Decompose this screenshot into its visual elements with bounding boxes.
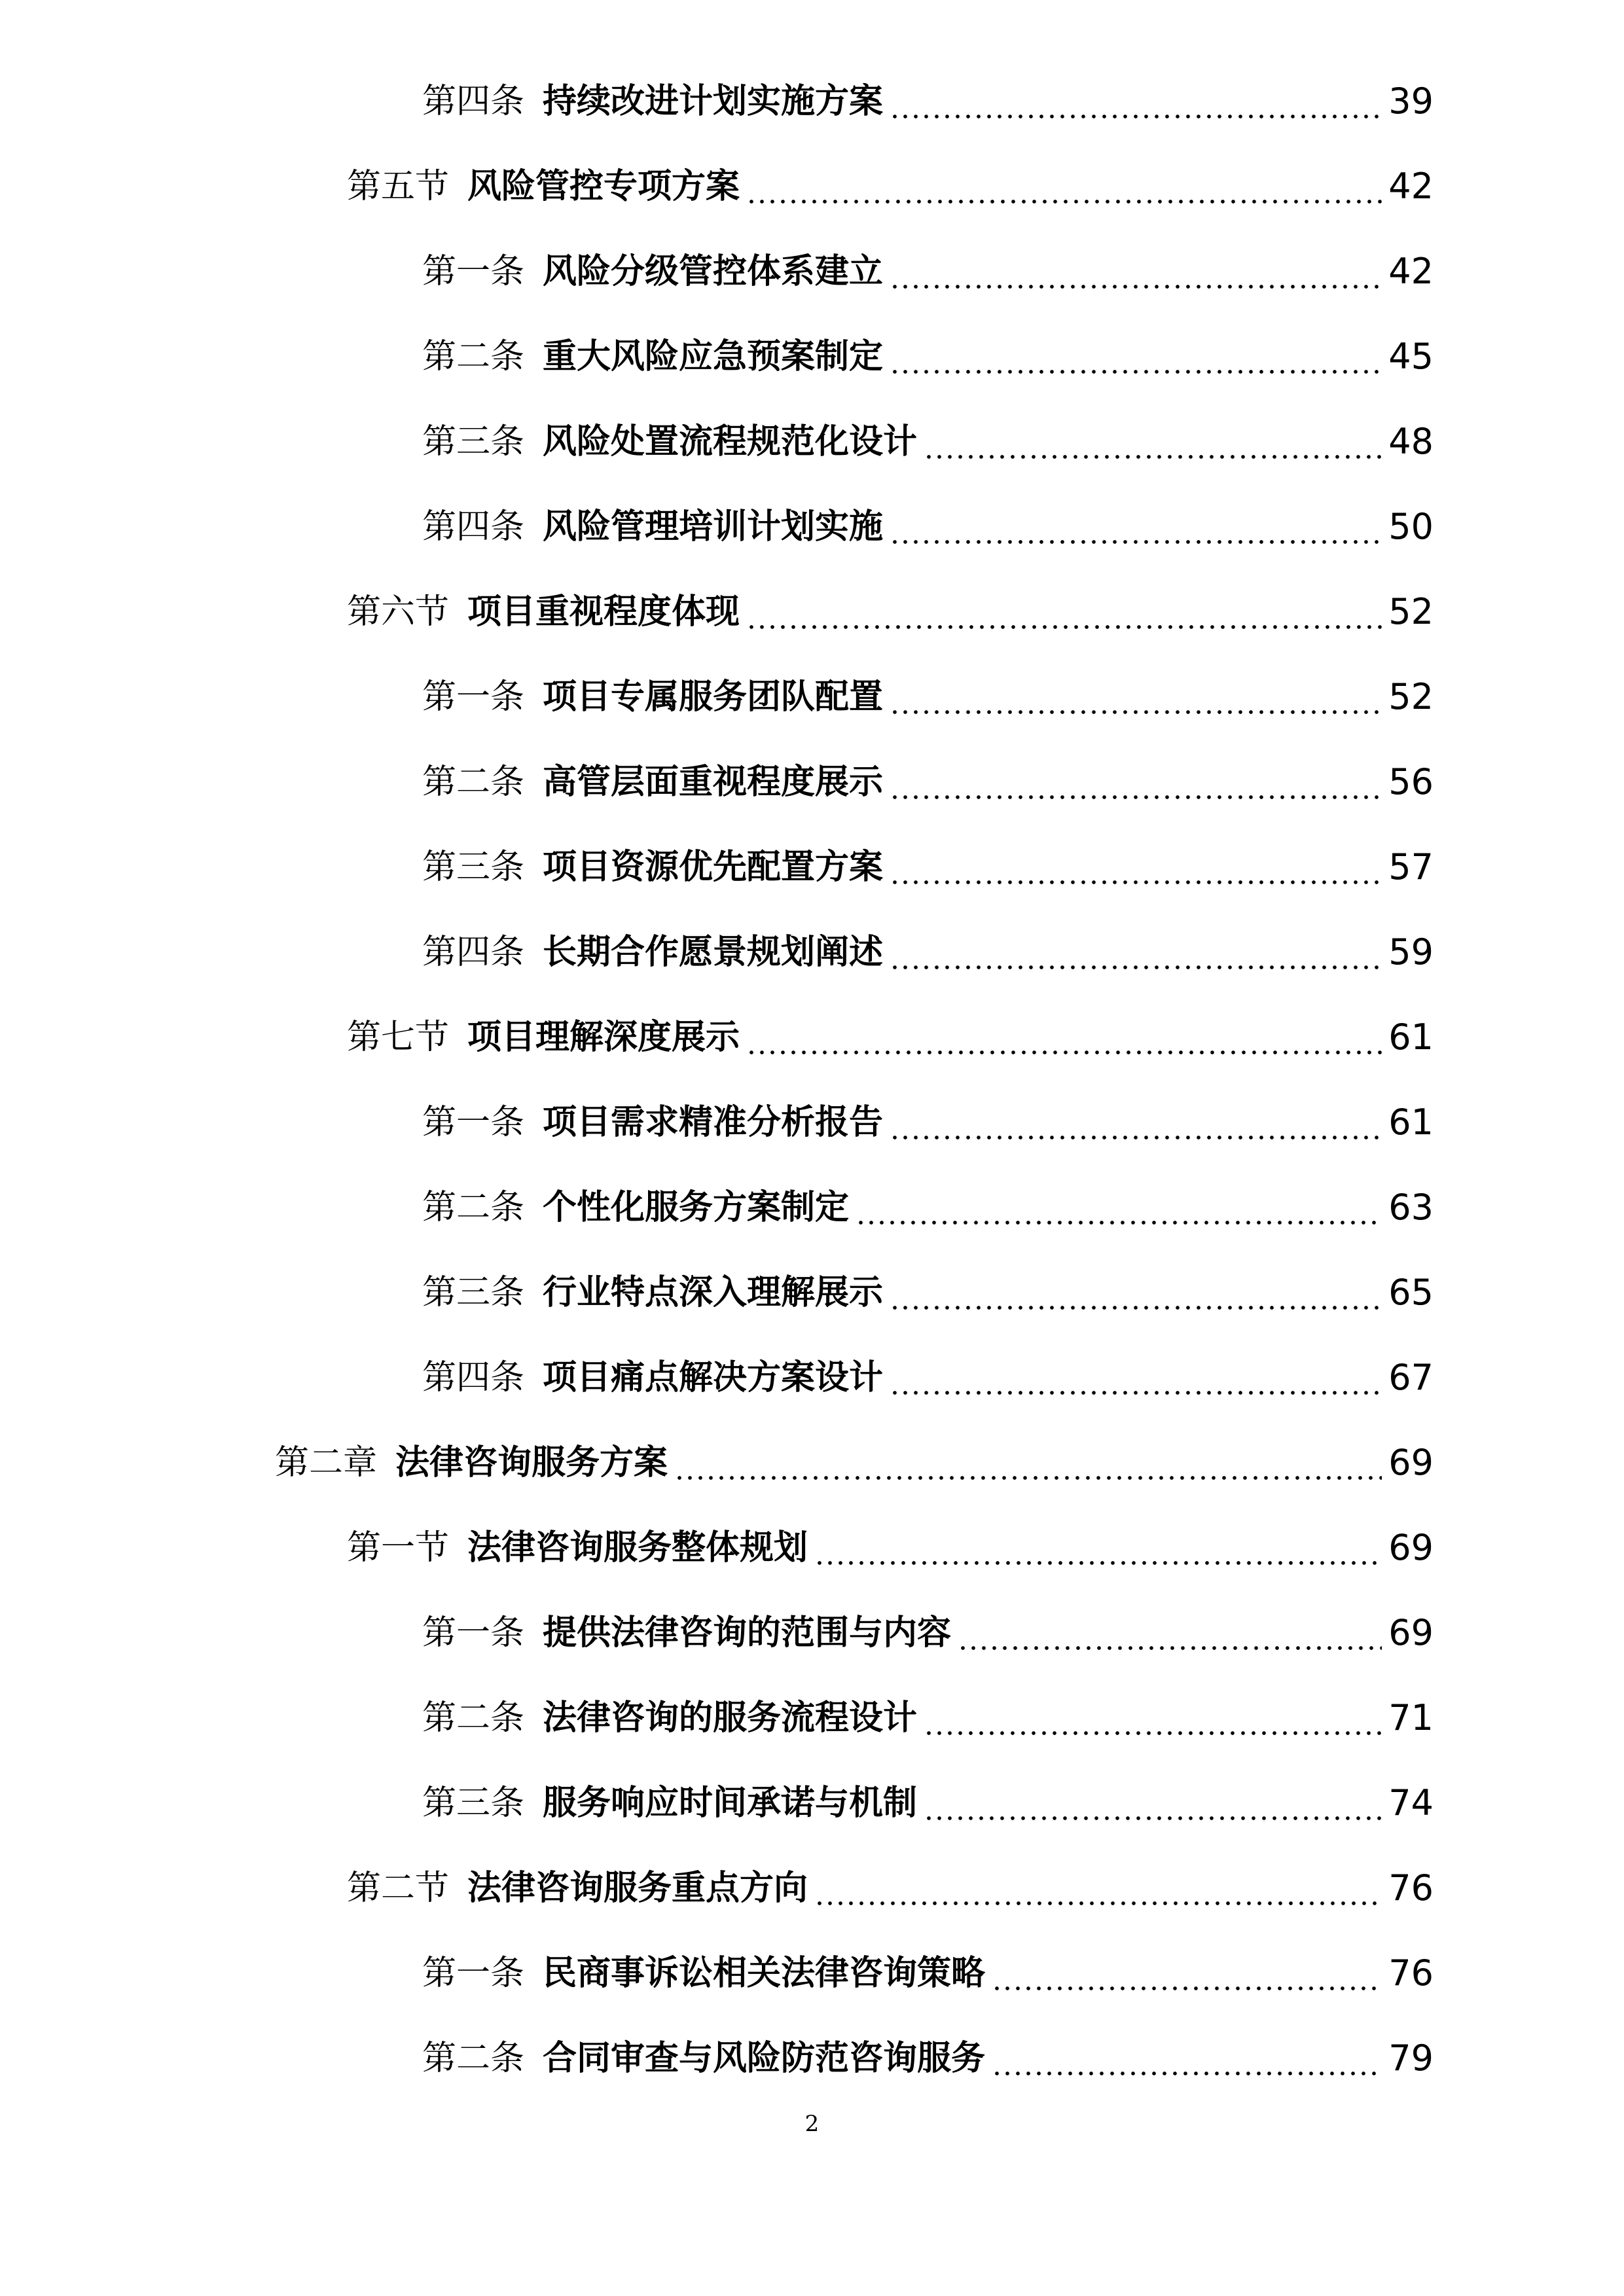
- toc-entry-title: 项目需求精准分析报告: [543, 1103, 884, 1142]
- toc-entry[interactable]: [347, 151, 1434, 223]
- toc-entry-number: 第一条: [422, 1954, 525, 1993]
- toc-dot-leader: [890, 795, 1382, 800]
- toc-entry-page: 74: [1388, 1782, 1434, 1823]
- toc-dot-leader: [890, 539, 1382, 545]
- toc-entry[interactable]: [347, 1852, 1434, 1924]
- toc-entry-page: 61: [1388, 1102, 1434, 1143]
- toc-entry-page: 76: [1388, 1867, 1434, 1909]
- toc-entry-title: 民商事诉讼相关法律咨询策略: [543, 1954, 986, 1993]
- toc-entry-number: 第四条: [422, 933, 525, 972]
- toc-dot-leader: [890, 1390, 1382, 1395]
- toc-entry-page: 50: [1388, 506, 1434, 547]
- toc-entry-title: 提供法律咨询的范围与内容: [543, 1613, 952, 1653]
- toc-dot-leader: [924, 1816, 1382, 1821]
- toc-entry-page: 63: [1388, 1187, 1434, 1228]
- toc-entry-title: 法律咨询服务方案: [395, 1443, 668, 1482]
- toc-entry-title: 行业特点深入理解展示: [543, 1273, 884, 1312]
- toc-dot-leader: [746, 624, 1382, 630]
- toc-dot-leader: [890, 284, 1382, 289]
- toc-entry[interactable]: [347, 1512, 1434, 1584]
- toc-dot-leader: [890, 1305, 1382, 1310]
- toc-entry-number: 第一节: [347, 1528, 450, 1568]
- toc-dot-leader: [746, 199, 1382, 204]
- toc-entry[interactable]: [275, 1427, 1434, 1499]
- toc-dot-leader: [924, 1731, 1382, 1736]
- toc-entry-title: 法律咨询的服务流程设计: [543, 1698, 918, 1738]
- toc-entry-page: 45: [1388, 336, 1434, 377]
- toc-entry-page: 67: [1388, 1357, 1434, 1398]
- toc-entry-page: 65: [1388, 1272, 1434, 1313]
- toc-dot-leader: [814, 1560, 1382, 1566]
- toc-entry[interactable]: [422, 406, 1434, 478]
- toc-entry-title: 项目痛点解决方案设计: [543, 1358, 884, 1397]
- toc-dot-leader: [992, 1986, 1382, 1991]
- toc-entry[interactable]: [422, 1257, 1434, 1329]
- toc-entry-title: 项目重视程度体现: [467, 592, 740, 632]
- toc-dot-leader: [958, 1645, 1382, 1651]
- toc-entry-title: 项目理解深度展示: [467, 1018, 740, 1057]
- toc-entry-number: 第三条: [422, 1784, 525, 1823]
- toc-entry-title: 合同审查与风险防范咨询服务: [543, 2039, 986, 2078]
- toc-entry-number: 第二条: [422, 1698, 525, 1738]
- toc-dot-leader: [856, 1220, 1382, 1225]
- toc-entry[interactable]: [422, 2022, 1434, 2094]
- toc-entry-page: 52: [1388, 591, 1434, 632]
- toc-entry[interactable]: [422, 746, 1434, 818]
- toc-entry-number: 第一条: [422, 677, 525, 717]
- toc-entry-number: 第三条: [422, 848, 525, 887]
- toc-entry-number: 第二节: [347, 1869, 450, 1908]
- toc-dot-leader: [890, 1135, 1382, 1140]
- toc-entry-title: 法律咨询服务整体规划: [467, 1528, 808, 1568]
- toc-entry-number: 第四条: [422, 507, 525, 547]
- toc-entry[interactable]: [347, 576, 1434, 648]
- toc-dot-leader: [992, 2071, 1382, 2076]
- toc-entry-number: 第二条: [422, 2039, 525, 2078]
- toc-entry-page: 57: [1388, 846, 1434, 888]
- toc-entry[interactable]: [422, 1937, 1434, 2009]
- toc-entry-number: 第二条: [422, 337, 525, 376]
- toc-dot-leader: [814, 1901, 1382, 1906]
- toc-dot-leader: [674, 1475, 1382, 1480]
- toc-entry[interactable]: [422, 916, 1434, 988]
- toc-entry-page: 52: [1388, 676, 1434, 717]
- toc-entry-page: 59: [1388, 931, 1434, 973]
- toc-entry-page: 39: [1388, 81, 1434, 122]
- toc-entry-page: 48: [1388, 421, 1434, 462]
- toc-dot-leader: [890, 114, 1382, 119]
- toc-entry[interactable]: [422, 1682, 1434, 1754]
- toc-entry-title: 高管层面重视程度展示: [543, 762, 884, 802]
- toc-entry-title: 法律咨询服务重点方向: [467, 1869, 808, 1908]
- toc-entry-page: 56: [1388, 761, 1434, 802]
- toc-entry-title: 个性化服务方案制定: [543, 1188, 850, 1227]
- toc-entry[interactable]: [422, 1086, 1434, 1158]
- toc-entry-number: 第二条: [422, 1188, 525, 1227]
- toc-dot-leader: [890, 369, 1382, 374]
- toc-entry-page: 69: [1388, 1527, 1434, 1568]
- page-number: 2: [804, 2111, 820, 2137]
- toc-entry-page: 61: [1388, 1016, 1434, 1058]
- toc-entry[interactable]: [422, 65, 1434, 137]
- toc-entry-title: 项目资源优先配置方案: [543, 848, 884, 887]
- toc-entry-number: 第四条: [422, 82, 525, 121]
- toc-entry-title: 持续改进计划实施方案: [543, 82, 884, 121]
- toc-entry[interactable]: [422, 321, 1434, 393]
- toc-entry[interactable]: [422, 1172, 1434, 1244]
- toc-entry-title: 风险分级管控体系建立: [543, 252, 884, 291]
- toc-entry[interactable]: [422, 831, 1434, 903]
- toc-entry-number: 第二章: [275, 1443, 378, 1482]
- toc-entry-number: 第五节: [347, 167, 450, 206]
- toc-entry[interactable]: [422, 491, 1434, 563]
- toc-entry-number: 第四条: [422, 1358, 525, 1397]
- toc-entry[interactable]: [422, 661, 1434, 733]
- toc-entry-title: 项目专属服务团队配置: [543, 677, 884, 717]
- toc-entry-number: 第三条: [422, 422, 525, 461]
- toc-entry-page: 69: [1388, 1442, 1434, 1483]
- toc-entry-page: 69: [1388, 1612, 1434, 1653]
- toc-entry-page: 71: [1388, 1697, 1434, 1738]
- toc-entry-title: 风险管控专项方案: [467, 167, 740, 206]
- toc-dot-leader: [924, 454, 1382, 459]
- toc-entry-number: 第一条: [422, 1613, 525, 1653]
- toc-entry-page: 42: [1388, 251, 1434, 292]
- toc-entry-number: 第二条: [422, 762, 525, 802]
- toc-dot-leader: [746, 1050, 1382, 1055]
- toc-entry-title: 重大风险应急预案制定: [543, 337, 884, 376]
- toc-entry-page: 79: [1388, 2037, 1434, 2079]
- toc-entry-title: 服务响应时间承诺与机制: [543, 1784, 918, 1823]
- toc-entry-page: 42: [1388, 166, 1434, 207]
- toc-dot-leader: [890, 880, 1382, 885]
- toc-dot-leader: [890, 965, 1382, 970]
- toc-entry-title: 风险处置流程规范化设计: [543, 422, 918, 461]
- toc-dot-leader: [890, 709, 1382, 715]
- toc-entry[interactable]: [422, 1597, 1434, 1669]
- toc-entry-number: 第一条: [422, 1103, 525, 1142]
- toc-entry-page: 76: [1388, 1952, 1434, 1994]
- toc-entry[interactable]: [422, 1767, 1434, 1839]
- toc-entry[interactable]: [422, 1342, 1434, 1414]
- toc-entry-title: 风险管理培训计划实施: [543, 507, 884, 547]
- toc-entry-number: 第三条: [422, 1273, 525, 1312]
- toc-entry-number: 第六节: [347, 592, 450, 632]
- toc-entry-title: 长期合作愿景规划阐述: [543, 933, 884, 972]
- toc-entry[interactable]: [422, 236, 1434, 308]
- toc-entry-number: 第七节: [347, 1018, 450, 1057]
- toc-entry-number: 第一条: [422, 252, 525, 291]
- toc-entry[interactable]: [347, 1001, 1434, 1073]
